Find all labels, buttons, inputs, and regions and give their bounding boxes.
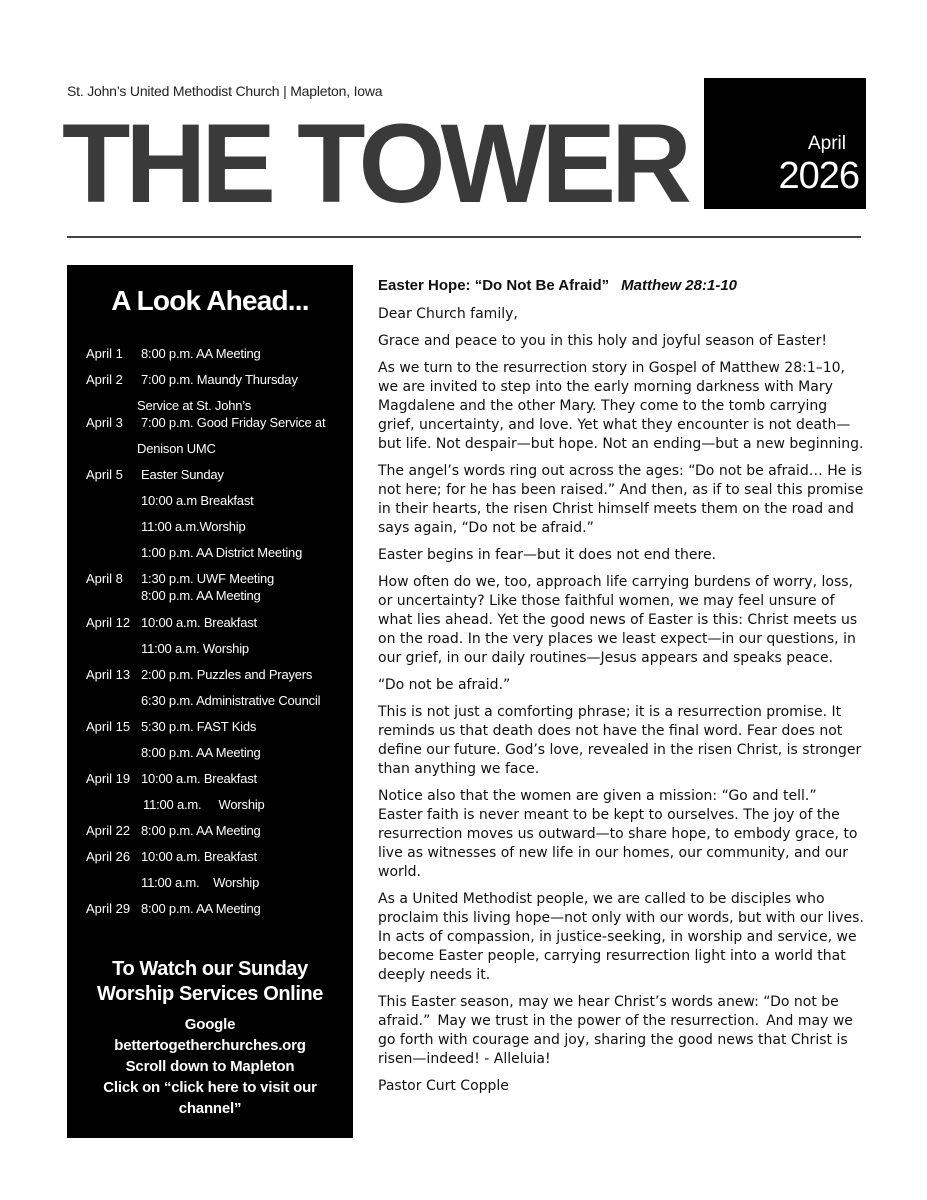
event-date: April 22 [86, 823, 131, 838]
letter-paragraph: Easter begins in fear—but it does not end there. [378, 547, 717, 563]
event-item: Denison UMC [137, 441, 216, 456]
event-item: 10:00 a.m. Breakfast [141, 771, 257, 786]
event-item: 5:30 p.m. FAST Kids [141, 719, 257, 734]
church-name-line: St. John’s United Methodist Church | Mapleton, Iowa [67, 83, 383, 99]
event-item: 6:30 p.m. Administrative Council [141, 693, 321, 708]
watch-online-heading-line: To Watch our Sunday [112, 958, 308, 980]
letter-paragraph: “Do not be afraid.” [378, 677, 511, 693]
event-item: 10:00 a.m. Breakfast [141, 849, 257, 864]
letter-paragraph: Notice also that the women are given a mission: “Go and tell.” Easter faith is never meant to be kept to ourselves. The joy of the resurrection moves us outward—to share hope, to embody grace, to live as witnesses of new life in our homes, our community, and our world. [378, 788, 858, 880]
letter-paragraph: As we turn to the resurrection story in Gospel of Matthew 28:1–10, we are invited to step into the early morning darkness with Mary Magdalene and the other Mary. They come to the tomb carrying grief, uncertainty, and love. Yet what they encounter is not death—but life. Not despair—but hope. Not an ending—but a new beginning. [378, 360, 864, 452]
event-date: April 12 [86, 615, 131, 630]
watch-instruction: Google [184, 1016, 236, 1033]
issue-month: April [807, 133, 846, 154]
event-date: April 26 [86, 849, 131, 864]
watch-instruction: Click on “click here to visit our [103, 1079, 317, 1096]
letter-paragraph: As a United Methodist people, we are called to be disciples who proclaim this living hope—not only with our words, but with our lives. In acts of compassion, in justice-seeking, in worship and service, we become Easter people, carrying resurrection light into a world that deeply needs it. [378, 891, 864, 983]
watch-online-heading [67, 957, 353, 1007]
article-heading [378, 276, 864, 295]
letter-paragraph: The angel’s words ring out across the ages: “Do not be afraid… He is not here; for he has been raised.” And then, as if to seal this promise in their hearts, the risen Christ himself meets them on the road and says again, “Do not be afraid.” [378, 463, 864, 536]
letter-paragraph: Grace and peace to you in this holy and joyful season of Easter! [378, 333, 827, 349]
event-item: 11:00 a.m. Worship [141, 875, 260, 890]
event-item: 11:00 a.m.Worship [141, 519, 246, 534]
letter-signature: Pastor Curt Copple [378, 1078, 509, 1094]
event-date: April 5 [86, 467, 123, 482]
letter-paragraph: Dear Church family, [378, 306, 518, 322]
scripture-reference: Matthew 28:1-10 [621, 277, 738, 294]
watch-online-heading-line: Worship Services Online [96, 983, 324, 1005]
event-item: 10:00 a.m Breakfast [141, 493, 254, 508]
event-date: April 2 [86, 372, 123, 387]
event-item: 8:00 p.m. AA Meeting [141, 745, 261, 760]
watch-website-link[interactable]: bettertogetherchurches.org [114, 1037, 306, 1054]
look-ahead-title: A Look Ahead... [111, 285, 309, 316]
event-date: April 8 [86, 571, 123, 586]
look-ahead-sidebar [67, 265, 353, 1138]
event-item: 2:00 p.m. Puzzles and Prayers [141, 667, 313, 682]
event-item: 11:00 a.m. Worship [141, 641, 249, 656]
event-item: 1:00 p.m. AA District Meeting [141, 545, 303, 560]
event-date: April 15 [86, 719, 131, 734]
event-item: 1:30 p.m. UWF Meeting [141, 571, 275, 586]
event-item: 7:00 p.m. Maundy Thursday [141, 372, 298, 387]
newsletter-title: THE TOWER [62, 101, 687, 226]
event-item: 11:00 a.m. Worship [143, 797, 265, 812]
pastor-letter [378, 276, 864, 1104]
letter-paragraph: This is not just a comforting phrase; it is a resurrection promise. It reminds us that death does not have the final word. Fear does not define our future. God’s love, revealed in the risen Christ, is stronger than anything we face. [378, 704, 862, 777]
watch-instruction: channel” [178, 1100, 242, 1117]
watch-instruction: Scroll down to Mapleton [125, 1058, 295, 1075]
issue-year: 2026 [778, 155, 859, 197]
event-item: 8:00 p.m. AA Meeting [141, 823, 261, 838]
letter-paragraph: This Easter season, may we hear Christ’s words anew: “Do not be afraid.” May we trust in the power of the resurrection. And may we go forth with courage and joy, sharing the good news that Christ is risen—indeed! - Alleluia! [378, 994, 853, 1067]
letter-paragraph: How often do we, too, approach life carrying burdens of worry, loss, or uncertainty? Like those faithful women, we may feel unsure of what lies ahead. Yet the good news of Easter is this: Christ meets us on the road. In the very places we least expect—in our questions, in our grief, in our daily routines—Jesus appears and speaks peace. [378, 574, 858, 666]
event-item: 10:00 a.m. Breakfast [141, 615, 257, 630]
event-date: April 3 [86, 415, 123, 430]
event-date: April 1 [86, 346, 123, 361]
event-item: 8:00 p.m. AA Meeting [141, 901, 261, 916]
event-date: April 29 [86, 901, 131, 916]
event-item: Easter Sunday [141, 467, 224, 482]
issue-date-box [704, 78, 866, 209]
article-title: Easter Hope: “Do Not Be Afraid” [378, 277, 610, 294]
masthead-divider [67, 236, 861, 238]
event-date: April 13 [86, 667, 131, 682]
event-item: 7:00 p.m. Good Friday Service at [141, 415, 326, 430]
event-date: April 19 [86, 771, 131, 786]
event-item: 8:00 p.m. AA Meeting [141, 346, 261, 361]
event-item: 8:00 p.m. AA Meeting [141, 588, 261, 603]
event-item: Service at St. John’s [137, 398, 252, 413]
